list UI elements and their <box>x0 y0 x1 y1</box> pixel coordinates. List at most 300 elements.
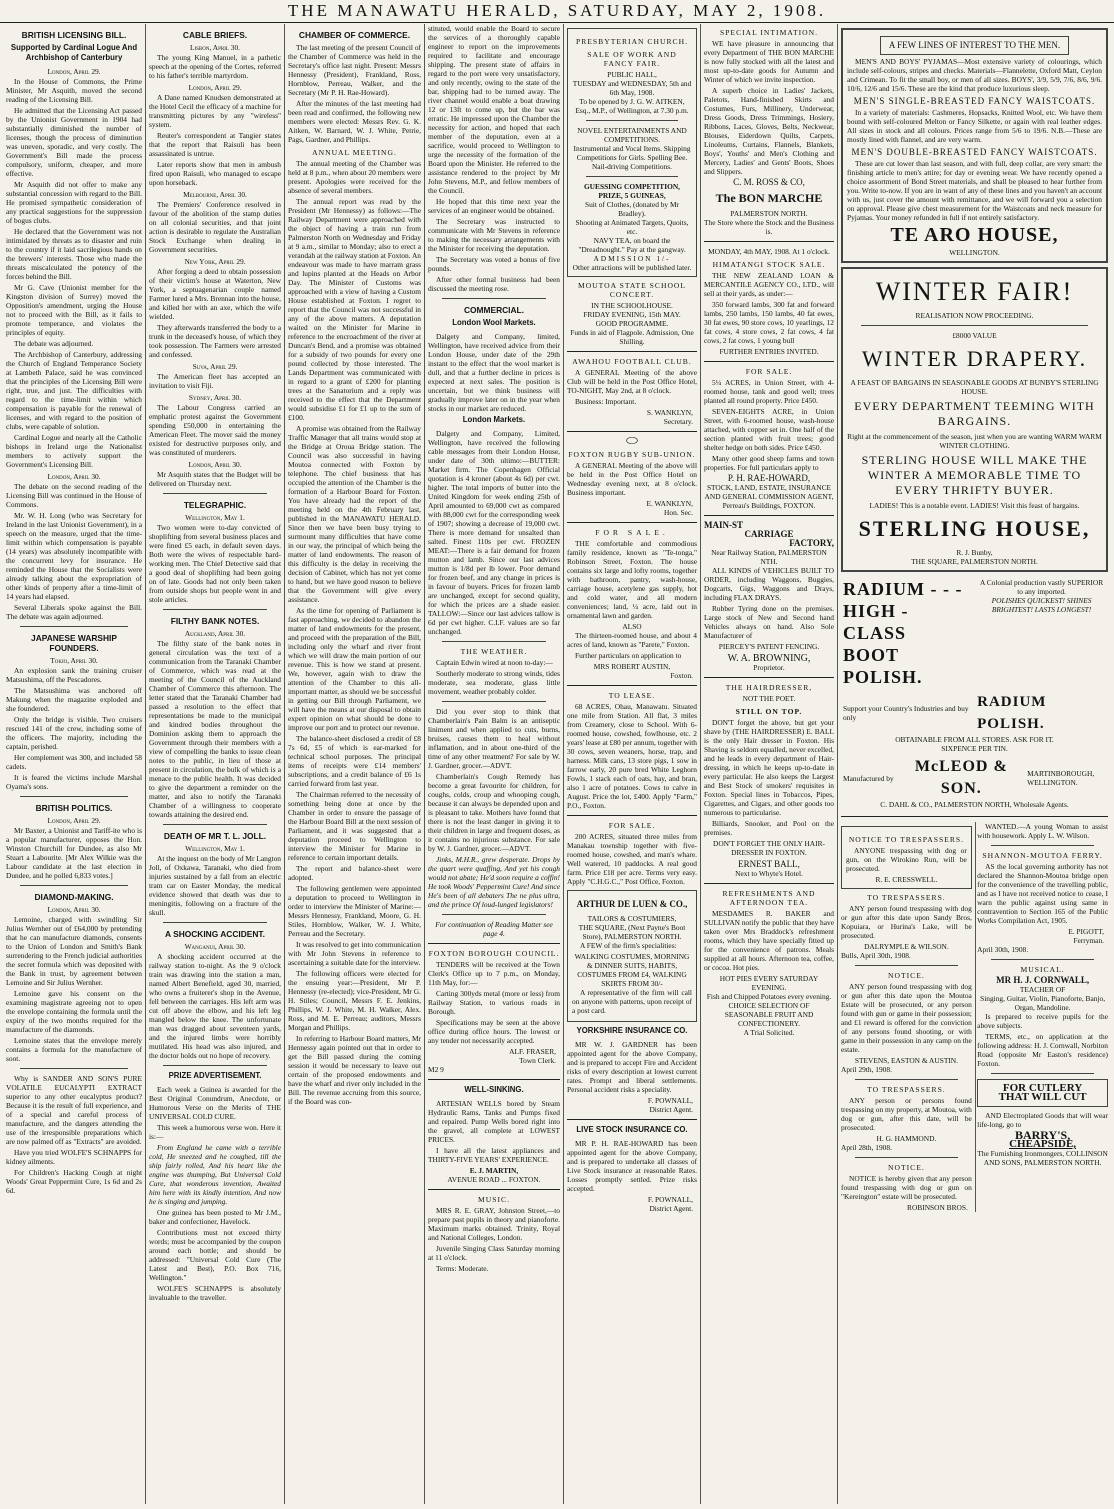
advert-paragraph: In a variety of materials: Cashmeres, Hopsacks, Knitted Wool, etc. We have them bound with self-coloured Melton or Fancy Silkette, or again with real leather edges. All sizes in stock and all colours. Prices range from 5/6 to 19/6. N.B.—These are mostly lined with flannel, and are very warm. <box>847 108 1102 144</box>
well-sinking-headline: WELL-SINKING. <box>464 1085 524 1094</box>
article-paragraph: Lemoine gave his consent on the examining magistrate agreeing not to open the envelope containing the formula until the expiry of the two months required for the manufacture of the diamonds. <box>6 989 142 1034</box>
cutlery-heading: THAT WILL CUT <box>998 1091 1087 1103</box>
advert-text: HOT PIES EVERY SATURDAY EVENING. <box>719 974 819 992</box>
signature: W. A. BROWNING, <box>727 653 811 664</box>
advert-paragraph: Juvenile Singing Class Saturday morning at 11 o'clock. <box>428 1244 560 1262</box>
column-7 <box>838 24 1111 1504</box>
reference-code: M2 9 <box>428 1065 444 1074</box>
advert-paragraph: Terms: Moderate. <box>436 1264 489 1273</box>
advert-paragraph: THE NEW ZEALAND LOAN & MERCANTILE AGENCY CO., LTD., will sell at their yards, as under:— <box>704 271 834 298</box>
divider <box>442 298 546 299</box>
men-heading-box <box>880 36 1069 55</box>
divider <box>586 120 678 121</box>
notice-headline: TO TRESPASSERS. <box>867 1085 946 1094</box>
weather-headline: THE WEATHER. <box>460 647 528 656</box>
dateline: Wanganui, April 30. <box>184 942 246 951</box>
divider <box>20 626 128 627</box>
teacher-name: MR H. J. CORNWALL, <box>996 975 1090 985</box>
article-paragraph: He declared that the Government was not intimidated by threats as to disaster and ruin to the country if it laid sacrilegious hands on the brewers' interests. Those who made the threats miscalculated the potency of the forces behind the Bill. <box>6 227 142 281</box>
bon-marche-address: PALMERSTON NORTH. <box>730 209 808 218</box>
advert-paragraph: Why is SANDER AND SON'S PURE VOLATILE EUCALYPTI EXTRACT superior to any other eucalyptus product? Because it is the result of full experience, and of a special and careful process of manufacture, and the dangers attending the use of the irresponsible preparations which are now palmed off as "Extracts" are avoided. <box>6 1074 142 1146</box>
divider <box>567 522 697 523</box>
article-paragraph: The Secretary was instructed to communicate with Mr Stevens in reference to making the necessary arrangements with the Minister for receiving the deputation. <box>428 217 560 253</box>
church-headline: PRESBYTERIAN CHURCH. <box>576 37 688 46</box>
carriage-address: Near Railway Station, PALMERSTON NTH. <box>711 548 827 566</box>
notice-headline: NOTICE TO TRESPASSERS. <box>848 835 965 844</box>
notice-headline: NOTICE. <box>888 1163 925 1172</box>
verse: Jinks, M.H.R., grew desperate. Drops by the quart were quaffing, And yet his cough would not abate; He'd soon require a coffin! He took Woods' Peppermint Cure! And since He's been of all debaters The ne plus ultra, and the prince Of loud-lunged legislators! <box>428 855 560 909</box>
japanese-headline: JAPANESE WARSHIP FOUNDERS. <box>31 633 117 653</box>
advert-text: The Furnishing Ironmongers, COLLINSON AND SONS, PALMERSTON NORTH. <box>977 1149 1108 1167</box>
divider <box>855 965 958 966</box>
divider <box>704 241 834 242</box>
wool-headline: London Wool Markets. <box>452 318 536 327</box>
divider <box>428 1189 560 1190</box>
divider <box>442 641 546 642</box>
admission: ADMISSION 1/- <box>593 254 671 263</box>
advert-paragraph: A representative of the firm will call on anyone with patterns, upon receipt of a post card. <box>572 988 692 1015</box>
article-paragraph: The Chairman referred to the necessity of something being done at once by the Chamber in order to ensure the passage of the Harbour Board Bill at the next session of Parliament, and it was suggested that a deputation proceed to Wellington to interview the Minister for Marine in reference to certain important details. <box>288 790 421 862</box>
divider <box>855 1079 958 1080</box>
advert-paragraph: A FEW of the firm's specialities: <box>580 941 677 950</box>
article-paragraph: Dalgety and Company, limited, Wellington, have received advice from their London House, under date of the 29th instant to the effect that the wool market is dull, and that a further decline in prices is expected at next sales. The position is uncertain, but we think business will gradually improve later on in the year when stocks in our market are reduced. <box>428 332 560 413</box>
carriage-heading: FACTORY, <box>789 538 834 548</box>
article-paragraph: Cardinal Logue and nearly all the Catholic bishops in Ireland urge the Nationalist members to actively support the Government's Licensing Bill. <box>6 433 142 469</box>
article-paragraph: In referring to Harbour Board matters, Mr Hennessy again pointed out that in order to get the Bill passed during the coming session it would be necessary to leave out certain of the proposed endowments and have the wharf and river only included in the Bill. The revenue accruing from this source, if the Board was con- <box>288 1034 421 1106</box>
article-paragraph: This week a humorous verse won. Here it is:— <box>149 1123 281 1141</box>
divider <box>163 824 267 825</box>
signature: H. G. HAMMOND. <box>876 1134 937 1143</box>
article-paragraph: The annual report was read by the President (Mr Hennessy) as follows:—The Railway Department were approached with the object of having a train run from Palmerston North on Wednesday and Friday at 9 a.m., similar to Monday; also to erect a verandah at the railway station at Foxton. An endeavour was made to have marram grass and lupins planted at the Heads on Arbor Day. The Minister of Customs was approached with a view of having a Custom House established at Foxton. I regret to report that the Council was not successful in any of the above matters. A deputation waited on the Minister for Marine in reference to the encroachment of the river at Duncan's Bend, and a promise was obtained for a subsidy of two pounds for every one pound collected by those interested. The Lands Department was communicated with in regard to a grant of £200 for planting trees at the Sanatorium and a reply was received to the effect that the Department would subsidise £1 for £1 up to the sum of £100. <box>288 197 421 422</box>
divider <box>442 701 546 702</box>
article-paragraph: The debate was adjourned. <box>14 339 94 348</box>
barrys-location: CHEAPSIDE, <box>1009 1138 1077 1150</box>
london-markets-headline: London Markets. <box>462 415 526 424</box>
divider <box>163 493 267 494</box>
divider <box>704 677 834 678</box>
divider <box>163 609 267 610</box>
column-6 <box>701 24 838 1504</box>
advert-paragraph: ALL KINDS of VEHICLES BUILT TO ORDER, including Waggons, Buggies, Dogcarts, Gigs, Waggons and Drays, including FLAX DRAYS. <box>704 566 834 602</box>
cutlery-heading: FOR CUTLERY <box>1002 1082 1083 1094</box>
advert-text: Other attractions will be published later. <box>572 263 692 272</box>
sale-date: MONDAY, 4th MAY, 1908. At 1 o'clock. <box>708 247 830 256</box>
article-paragraph: They afterwards transferred the body to a trunk in the deceased's house, of which they took possession. The Farmers were arrested and confessed. <box>149 323 281 359</box>
signature: STEVENS, EASTON & AUSTIN. <box>854 1056 958 1065</box>
divider <box>841 816 1108 817</box>
advert-paragraph: Rubber Tyring done on the premises. Large stock of New and Second hand Vehicles always on hand. Also Sole Manufacturer of <box>704 604 834 640</box>
awahou-headline: AWAHOU FOOTBALL CLUB. <box>572 357 692 366</box>
advert-text: LADIES! This is a notable event. LADIES! Visit this feast of bargains. <box>869 501 1080 510</box>
diamond-headline: DIAMOND-MAKING. <box>34 892 114 902</box>
radium-heading: BOOT POLISH. <box>843 645 923 687</box>
event-dates: TUESDAY and WEDNESDAY, 5th and 6th May, 1908. <box>572 79 692 97</box>
deluen-address: THE SQUARE, (Next Payne's Boot Store), PALMERSTON NORTH. <box>578 923 686 941</box>
article-paragraph: stituted, would enable the Board to secure the services of a thoroughly capable engineer to report on the improvements required to facilitate and encourage shipping. The present state of affairs in regard to the port were very unsatisfactory, and only recently, owing to the state of the bar, shipping had to be turned away. The river channel would enable a boat drawing 12 or 13ft to come up, but the bar was erratic. He impressed upon the Chamber the necessity for action, and hoped that each member of the deputation, even at a sacrifice, would proceed to Wellington to urge the necessity of the formation of the Board upon the Minister. He referred to the assistance rendered to the project by Mr John Stevens, M.P., and fellow members of the Council. <box>428 24 560 195</box>
article-paragraph: The following gentlemen were appointed a deputation to proceed to Wellington in order to interview the Minister of Marine:—Messrs Hennessy, Frankland, Moore, G. H. Stiles, Hornblow, Walker, W. J. White, Perreau and the Secretary. <box>288 884 421 938</box>
music-headline: MUSIC. <box>478 1195 510 1204</box>
maker-name: McLEOD & SON. <box>914 758 1008 797</box>
signature: S. WANKLYN, <box>646 408 693 417</box>
rugby-headline: FOXTON RUGBY SUB-UNION. <box>568 450 696 459</box>
dateline: Tokio, April 30. <box>50 656 98 665</box>
advert-text: FURTHER ENTRIES INVITED. <box>719 347 819 356</box>
carriage-heading: MAIN-ST <box>704 520 744 530</box>
cutlery-box <box>977 1079 1108 1107</box>
signature: AVENUE ROAD ... FOXTON. <box>447 1175 541 1184</box>
advert-text: TEACHER OF <box>1019 985 1066 994</box>
advert-text: NAVY TEA, on board the "Dreadnought." Pay at the gangway. <box>578 236 686 254</box>
article-paragraph: Two women were to-day convicted of shoplifting from several business places and were fined £5 each, in default seven days. Both were the wives of respectable hard-working men. The Chief Detective said that a good deal of shoplifting had been going on of late. Goods had not only been taken from outside shops but people went in and stole articles. <box>149 523 281 604</box>
advert-text: PIERCEY'S PATENT FENCING. <box>718 642 820 651</box>
dateline: Suva, April 29. <box>192 362 238 371</box>
masthead: THE MANAWATU HERALD, SATURDAY, MAY 2, 1908. <box>0 0 1114 23</box>
column-5 <box>564 24 701 1504</box>
politics-headline: BRITISH POLITICS. <box>35 803 113 813</box>
advert-paragraph: Chamberlain's Cough Remedy has become a great favourite for children, for coughs, colds, croup and whooping cough, because it can always be depended upon and is pleasant to take. Mothers have found that there is not the least danger in giving it to their children in large and frequent doses, as it contains no injurious substance. For sale by W. J. Gardner, grocer.—ADVT. <box>428 772 560 853</box>
signature: Hon. Sec. <box>664 508 693 517</box>
verse: From England he came with a terrible cold, He sneezed and he coughed, till the ship fairly rolled, And his heart like the engine was thumping, But Universal Cold Cure, that wonderous invention, Awaited him here with its kindly intention, And now he is singing and jumping. <box>149 1143 281 1206</box>
advert-text: OBTAINABLE FROM ALL STORES. ASK FOR IT. <box>895 735 1054 744</box>
advert-paragraph: For Children's Hacking Cough at night Woods' Great Peppermint Cure, 1s 6d and 2s 6d. <box>6 1168 142 1195</box>
agency-line: STOCK, LAND, ESTATE, INSURANCE AND GENERAL COMMISSION AGENT, <box>704 483 834 501</box>
notice-headline: NOTICE. <box>888 971 925 980</box>
notices-right <box>977 822 1108 1212</box>
opening-note: To be opened by J. G. W. AITKEN, Esq., M.P., of Wellington, at 7.30 p.m. <box>575 97 689 115</box>
article-paragraph: Mr G. Cave (Unionist member for the Kingston division of Surrey) moved the Opposition's amendment, urging the House not to proceed with the Bill, as it fails to promote temperance, and violates the principles of equity. <box>6 283 142 337</box>
article-paragraph: After the minutes of the last meeting had been read and confirmed, the following new members were elected: Messrs Rev. G. K. Aitken, W. Barnard, W. J. White, Petrie, Pags, Gardner, and Phillips. <box>288 99 421 144</box>
signature: DALRYMPLE & WILSON. <box>864 942 949 951</box>
advert-paragraph: MESDAMES R. BAKER and SULLIVAN notify the public that they have taken over Mrs Braddock's refreshment rooms, which they have specially fitted up for the convenience of patrons. Meals supplied at all hours. Afternoon tea, coffee, or cocoa. Hot pies. <box>704 909 834 972</box>
signature: F. POWNALL, <box>647 1195 693 1204</box>
advert-text: Singing, Guitar, Violin, Pianoforte, Banjo, Organ, Mandoline. <box>980 994 1106 1012</box>
dateline: London, April 29. <box>47 816 101 825</box>
winter-fair-advert <box>841 267 1108 572</box>
stock-list: 350 forward lambs, 300 fat and forward lambs, 250 lambs, 150 lambs, 40 fat ewes, 30 fat ewes, 90 store cows, 10 yearlings, 12 fat cows, 4 store cows, 2 fat cows, 4 fat cows, 2 fat cows, 1 young bull <box>704 300 834 345</box>
signature: E. PIGOTT, <box>1068 927 1104 936</box>
article-paragraph: An explosion sank the training cruiser Matsushima, off the Pescadores. <box>6 666 142 684</box>
article-paragraph: Mr Asquith states that the Budget will be delivered on Thursday next. <box>149 470 281 488</box>
article-paragraph: Dalgety and Company, Limited, Wellington, have received the following cable messages from their London House, under date of 30th ultimo:—BUTTER: Market firm. The Copenhagen Official quotation is 4 kroner (about 4s 6d) per cwt. higher. The total imports of butter into the United Kingdom for week ending 25th of April amounted to 69,000 cwt as compared with 88,000 cwt for the corresponding week of 1907; showing a decrease of 19,000 cwt. There is more demand for unsalted than salted. Finest 110s per cwt. FROZEN MEAT:—There is a fair demand for frozen mutton and lamb. Since our last advices mutton is 1/8d per lb lower. Poor demand for frozen beef, and any change in prices is in favour of buyers. Prices for frozen lamb are unchanged, except for second quality, for which the prices are a shade easier. TALLOW:—Since our last advices tallow is 6d per cwt higher. C.I.F. values are so far unchanged. <box>428 429 560 636</box>
advert-paragraph: Is prepared to receive pupils for the above subjects. <box>977 1012 1108 1030</box>
article-paragraph: Later reports show that men in ambush fired upon Raisuli, who managed to escape upon horseback. <box>149 160 281 187</box>
advert-paragraph: Billiards, Snooker, and Pool on the premises. <box>704 819 834 837</box>
advert-text: Next to Whyte's Hotel. <box>735 869 803 878</box>
advert-paragraph: TERMS, etc., on application at the following address: H. J. Cornwall, Norbiton Road (opposite Mr Easton's residence) Foxton. <box>977 1032 1108 1068</box>
commercial-headline: COMMERCIAL. <box>463 305 524 315</box>
dateline: Wellington, May 1. <box>185 844 245 853</box>
winter-value: £8000 VALUE <box>952 331 997 340</box>
article-paragraph: The Premiers' Conference resolved in favour of the abolition of the stamp duties on all colonial securities, and that joint action is desirable to regulate the Australian Stock Exchange when dealing in Government securities. <box>149 200 281 254</box>
column-1 <box>3 24 146 1504</box>
divider <box>20 885 128 886</box>
men-heading: A FEW LINES OF INTEREST TO THE MEN. <box>888 40 1061 50</box>
divider <box>991 845 1094 846</box>
dateline: Lisbon, April 30. <box>189 43 241 52</box>
sterling-owner: R. J. Bunby, <box>956 548 993 557</box>
article-paragraph: The annual meeting of the Chamber was held at 8 p.m., when about 20 members were present. Apologies were received for the absence of several members. <box>288 159 421 195</box>
advert-text: Suit of Clothes, (donated by Mr Bradley). <box>584 200 680 218</box>
advert-text: Shooting at Animated Targets, Quoits, etc. <box>575 218 689 236</box>
carriage-heading: CARRIAGE <box>744 529 794 539</box>
article-paragraph: WOLFE'S SCHNAPPS is absolutely invaluable to the traveller. <box>149 1284 281 1302</box>
advert-paragraph: Further particulars on application to <box>575 651 682 660</box>
continuation-note: For continuation of Reading Matter see page 4. <box>435 920 553 938</box>
advert-text: DON'T FORGET THE ONLY HAIR-DRESSER IN FOXTON. <box>713 839 825 857</box>
sale-of-work-headline: SALE OF WORK AND FANCY FAIR. <box>587 50 677 68</box>
signature: ERNEST BALL, <box>738 859 800 869</box>
signature: E. WANKLYN, <box>646 499 693 508</box>
single-waistcoat-headline: MEN'S SINGLE-BREASTED FANCY WAISTCOATS. <box>853 96 1096 106</box>
advert-text: ALSO <box>622 622 642 631</box>
notice-date: April 28th, 1908. <box>841 1143 892 1152</box>
winter-drapery-title: WINTER DRAPERY. <box>861 346 1088 371</box>
dateline: Melbourne, April 30. <box>183 190 247 199</box>
advert-text: Fish and Chipped Potatoes every evening. <box>706 992 832 1001</box>
advert-paragraph: 68 ACRES, Ohau, Manawatu. Situated one mile from Station. All flat, 3 miles from Creamery, close to School. With 6-roomed house, cowshed, fowlhouse, etc. 2 years' lease at £80 per annum, together with 30 cows, seven weaners, horse, trap, and harness. Milk cans, 13 store pigs, 1 sow in farrow early, 20 pure bred White Leghorn Fowls, 1 stack each of oats, hay, and bran, also 1 acre of potatoes. Cows to calve in August. Price the lot, £400. Apply "Farm," P.O., Foxton. <box>567 702 697 810</box>
divider <box>855 1157 958 1158</box>
article-paragraph: The Archbishop of Canterbury, addressing the Church of England Temperance Society at Lambeth Palace, said he was convinced that the principles of the Licensing Bill were right, true, and just. The difficulties with regard to the time-limit within which compensation is payable for the renewal of licenses, and with regard to the position of clubs, were capable of solution. <box>6 350 142 431</box>
signature: MRS ROBERT AUSTIN, <box>593 662 671 671</box>
advert-paragraph: NOTICE is hereby given that any person found trespassing with dog or gun on "Kereington" estate will be prosecuted. <box>841 1174 972 1201</box>
winter-fair-subtitle: REALISATION NOW PROCEEDING. <box>915 311 1034 320</box>
te-aro-advert <box>841 28 1108 263</box>
venue: PUBLIC HALL, <box>607 70 657 79</box>
advert-paragraph: ANY person found trespassing with dog or gun after this date upon the Moutoa Estate will be prosecuted, or any person found with gun or game in their possession; and £1 reward is offered for the conviction of any persons found shooting, or with game in their possession in any camp on the estate. <box>841 982 972 1054</box>
column-3 <box>285 24 425 1504</box>
advert-text: A FEAST OF BARGAINS IN SEASONABLE GOODS AT BUNBY'S STERLING HOUSE. <box>850 378 1099 396</box>
divider <box>163 1065 267 1066</box>
dateline: New York, April 29. <box>184 257 246 266</box>
moutoa-concert-headline: MOUTOA STATE SCHOOL CONCERT. <box>577 281 687 299</box>
divider <box>442 914 546 915</box>
advert-paragraph: SEVEN-EIGHTS ACRE, in Union Street, with 6-roomed house, wash-house attached, with copper set in. One half of the section planted with fruit trees; good shelter hedge on both sides. Price £450. <box>704 407 834 452</box>
divider <box>428 1079 560 1080</box>
advert-paragraph: AS the local governing authority has not declared the Shannon-Moutoa bridge open for the convenience of the travelling public, and as I have not received notice to cease, I warn the public against using same in contravention to Section 165 of the Public Works Compilation Act, 1905. <box>977 862 1108 925</box>
divider <box>991 1073 1094 1074</box>
dateline: London, April 29. <box>47 67 101 76</box>
winter-fair-title: WINTER FAIR! <box>875 277 1074 306</box>
advert-text: CHOICE SELECTION OF SEASONABLE FRUIT AND CONFECTIONERY. <box>724 1001 814 1028</box>
deluen-trade: TAILORS & COSTUMIERS, <box>587 914 677 923</box>
advert-text: Instrumental and Vocal Items. Skipping Competitions for Girls. Spelling Bee. Nail-driving Competitions. <box>573 144 691 171</box>
divider <box>567 1119 697 1120</box>
column-4 <box>425 24 564 1504</box>
advert-text: FRIDAY EVENING, 15th MAY. <box>583 310 681 319</box>
licensing-headline: BRITISH LICENSING BILL. <box>21 30 127 40</box>
livestock-headline: LIVE STOCK INSURANCE CO. <box>576 1125 688 1134</box>
advert-paragraph: DON'T forget the above, but get your shave by (THE HAIRDRESSER) E. BALL is the only Hair dresser in Foxton. His Shaving is seldom equalled, never excelled, and he leads in every department of Hair-dressing, in which he keeps up-to-date in every particular. He also keeps the Largest and Best Stock of smokers' requisites in Foxton. Special lines in Tobaccos, Pipes, Cigarettes, and Cigars, and other goods too numerous to particularise. <box>704 718 834 817</box>
article-paragraph: After other formal business had been discussed the meeting rose. <box>428 275 560 293</box>
article-paragraph: He hoped that this time next year the services of an engineer would be obtained. <box>428 197 560 215</box>
musical-headline: MUSICAL. <box>1020 965 1065 974</box>
bon-marche-name: The BON MARCHE <box>715 191 823 205</box>
notice-date: April 29th, 1908. <box>841 1065 892 1074</box>
signature: Proprietor. <box>753 663 785 672</box>
signature: Foxton. <box>670 671 693 680</box>
winter-department: EVERY DEPARTMENT TEEMING WITH BARGAINS. <box>854 399 1095 428</box>
article-paragraph: The following officers were elected for the ensuing year:—President, Mr P. Hennessy (re-elected); vice-President, Mr G. H. Stiles; Council, Messrs F. E. Jenkins, Phillips, W. J. White, M. H. Walker, Alex. Ross, and M. E. Perreau; auditors, Messrs Morgan and Phillips. <box>288 969 421 1032</box>
advert-text: Funds in aid of Flagpole. Admission, One Shilling. <box>570 328 694 346</box>
agency-address: Perreau's Buildings, FOXTON. <box>722 501 816 510</box>
advert-text: IN THE SCHOOLHOUSE. <box>591 301 673 310</box>
article-paragraph: The debate on the second reading of the Licensing Bill was continued in the House of Commons. <box>6 482 142 509</box>
dateline: London, April 30. <box>188 460 242 469</box>
article-paragraph: He admitted that the Licensing Act passed by the Unionist Government in 1904 had substantially diminished the number of licenses, though the process of diminution was uneven, sporadic, and very costly. The Government's Bill made the process compulsory, uniform, cheaper, and more effective. <box>6 106 142 178</box>
divider <box>20 796 128 797</box>
article-paragraph: Only the bridge is visible. Two cruisers rescued 141 of the crew, including some of the officers. The majority, including the captain, perished. <box>6 715 142 751</box>
divider <box>428 943 560 944</box>
article-paragraph: Lemoine states that the envelope merely contains a formula for the manufacture of soot. <box>6 1036 142 1063</box>
te-aro-name: TE ARO HOUSE, <box>890 224 1059 246</box>
refreshments-headline: REFRESHMENTS AND AFTERNOON TEA. <box>722 889 816 907</box>
barrys-name: BARRY'S, <box>1014 1128 1071 1142</box>
signature: R. E. CRESSWELL. <box>875 875 938 884</box>
advert-paragraph: 200 ACRES, situated three miles from Manakau township together with five-roomed house, cowshed, and man's whare. Well watered, 10 paddocks. A real good farm. Price £18 per acre. Terms very easy. Apply "C.H.G.C.," Post Office, Foxton. <box>567 832 697 886</box>
article-paragraph: Reuter's correspondent at Tangier states that the report that Raisuli has been assassinated is untrue. <box>149 131 281 158</box>
dateline: Wellington, May 1. <box>185 513 245 522</box>
advert-paragraph: TENDERS will be received at the Town Clerk's Office up to 7 p.m., on Monday, 11th May, for:— <box>428 960 560 987</box>
notices-left <box>841 822 976 1212</box>
advert-text: SIXPENCE PER TIN. <box>941 744 1008 753</box>
divider <box>861 325 1088 326</box>
article-paragraph: A Dane named Knudsen demonstrated at the Hotel Cecil the efficacy of a machine for transmitting pictures by any "wireless" system. <box>149 93 281 129</box>
joll-death-headline: DEATH OF MR T. L. JOLL. <box>163 831 267 841</box>
advert-paragraph: THE comfortable and commodious family residence, known as "Te-tonga," Robinson Street, Foxton. The house contains six large and lofty rooms, together with bathroom, pantry, wash-house, carriage house, acetylene gas supply, hot and cold water, and all modern conveniences; land, ¼ acre, laid out in ornamental lawn and garden. <box>567 539 697 620</box>
advert-paragraph: I have all the latest appliances and THIRTY-FIVE YEARS' EXPERIENCE. <box>428 1146 560 1164</box>
advert-paragraph: ANY person or persons found trespassing on my property, at Moutoa, with dog or gun, after this date, will be prosecuted. <box>841 1096 972 1132</box>
advert-paragraph: WANTED.—A young Woman to assist with housework. Apply L. W. Wilson. <box>977 822 1108 840</box>
advert-paragraph: ARTESIAN WELLS bored by Steam Hydraulic Rams, Tanks and Pumps fixed and repaired. Pump Wells bored right into the gravel, all complete at LOWEST PRICES. <box>428 1099 560 1144</box>
deluen-advert <box>567 890 697 1022</box>
article-paragraph: A promise was obtained from the Railway Traffic Manager that all trains would stop at the Bridge at Oroua Bridge station. The Council was also successful in having Moutoa connected with Foxton by telephone. The chief business that has occupied the attention of the Chamber is the formation of a Harbour Board for Foxton. You have already had the report of the meeting held on the 4th February last, published in the MANAWATU HERALD. Since then we have been busy trying to surmount many difficulties that have come in our way, the principal of which being the matter of land endowments. The reason of this difficulty is the delay in receiving the decision of Cabinet, which has not yet come to hand, but we have good reason to believe that the Government will give every assistance. <box>288 424 421 604</box>
divider <box>567 431 697 432</box>
advert-text: GOOD PROGRAMME. <box>595 319 669 328</box>
advert-text: Support your Country's Industries and buy only <box>843 704 969 722</box>
article-paragraph: Lemoine, charged with swindling Sir Julius Wernher out of £64,000 by pretending that he can manufacture diamonds, consents to the Union of London and Smith's Bank surrendering to the French judicial authorities the secret formula which was deposited with the Bank in trust, by agreement between Lemoine and Sir Julius Wernher. <box>6 915 142 987</box>
article-paragraph: It was resolved to get into communication with Mr John Stevens in reference to ascertaining a suitable date for the interview. <box>288 940 421 967</box>
divider <box>163 922 267 923</box>
rugby-ball-icon: ⬭ <box>626 434 638 449</box>
prize-headline: PRIZE ADVERTISEMENT. <box>168 1071 262 1080</box>
article-paragraph: The American fleet has accepted an invitation to visit Fiji. <box>149 372 281 390</box>
licensing-subheadline: Supported by Cardinal Logue And Archbishop of Canterbury <box>10 43 138 62</box>
advert-text: Manufactured by <box>843 773 894 783</box>
advert-paragraph: MRS R. E. GRAY, Johnston Street,—to prepare past pupils in theory and pianoforte. Maximum marks obtained. Trinity, Royal and National Colleges, London. <box>428 1206 560 1242</box>
subheading: ANNUAL MEETING. <box>312 148 397 157</box>
radium-claim: A Colonial production vastly SUPERIOR to any imported. <box>979 578 1104 596</box>
advert-heading: NOVEL ENTERTAINMENTS AND COMPETITIONS. <box>577 126 687 144</box>
signature: District Agent. <box>649 1204 693 1213</box>
article-paragraph: Her complement was 300, and included 58 cadets. <box>6 753 142 771</box>
divider <box>704 361 834 362</box>
article-paragraph: The last meeting of the present Council of the Chamber of Commerce was held in the Secretary's office last night. Present: Messrs Hennessy (President), Frankland, Ross, Hornblow, Perreau, Walker, and the Secretary (Mr P. H. Rae-Howard). <box>288 43 421 97</box>
advert-paragraph: Business: Important. <box>575 397 637 406</box>
article-paragraph: The Matsushima was anchored off Makung when the magazine exploded and she foundered. <box>6 686 142 713</box>
signature: ROBINSON BROS. <box>907 1203 968 1212</box>
article-paragraph: At the inquest on the body of Mr Langton Joll, of Oxkawa, Taranaki, who died from injuries sustained by a fall from an electric tram car on Easter Monday, the medical evidence showed that death was due to meningitis, following on a fracture of the skull. <box>149 854 281 917</box>
hairdresser-subline: NOT THE POET. <box>742 694 796 703</box>
ferry-headline: SHANNON-MOUTOA FERRY. <box>982 851 1103 860</box>
column-2 <box>146 24 285 1504</box>
divider <box>567 815 697 816</box>
signature: F. POWNALL, <box>647 1096 693 1105</box>
advert-paragraph: ANY person found trespassing with dog or gun after this date upon Sandy Bros, Kopuiara, or Hurina's Lake, will be prosecuted. <box>841 904 972 940</box>
church-sale-advert <box>567 28 697 277</box>
for-sale-headline: FOR SALE. <box>745 367 793 376</box>
radium-polish-name: RADIUM POLISH. <box>977 694 1047 732</box>
article-paragraph: Mr Asquith did not offer to make any substantial concession with regard to the Bill. He promised sympathetic consideration of any practical suggestions for the suppression of bogus clubs. <box>6 180 142 225</box>
bon-marche-tagline: The Store where the Stock and the Business is. <box>704 218 834 236</box>
divider <box>704 515 834 516</box>
radium-heading: HIGH - CLASS <box>843 601 909 643</box>
advert-paragraph: MR P. H. RAE-HOWARD has been appointed agent for the above Company, and is prepared to undertake all classes of Live Stock insurance at reasonable Rates. Losses promptly settled. Prize risks accepted. <box>567 1139 697 1193</box>
advert-paragraph: WE have pleasure in announcing that every Department of THE BON MARCHE is now fully stocked with all the latest and most up-to-date goods for Autumn and Winter of which we invite inspection. <box>704 39 834 84</box>
article-paragraph: Captain Edwin wired at noon to-day:— <box>436 658 553 667</box>
advert-paragraph: The thirteen-roomed house, and about 4 acres of land, known as "Parete," Foxton. <box>567 631 697 649</box>
divider <box>20 1068 128 1069</box>
for-sale-headline: FOR SALE. <box>595 528 669 537</box>
radium-slogan: POLISHES QUICKEST! SHINES BRIGHTEST! LASTS LONGEST! <box>991 596 1092 614</box>
divider <box>586 176 678 177</box>
winter-sterling: STERLING HOUSE WILL MAKE THE WINTER A MEMORABLE TIME TO EVERY THRIFTY BUYER. <box>861 453 1088 497</box>
filthy-notes-headline: FILTHY BANK NOTES. <box>170 616 260 626</box>
hairdresser-headline: THE HAIRDRESSER, <box>725 683 813 692</box>
article-paragraph: After forging a deed to obtain possession of their victim's house at Waterton, New York, a septuagenarian couple named Farmer lured a Mrs. Brennan into the house, and killed her with an axe, which the wife wielded. <box>149 267 281 321</box>
advert-paragraph: A GENERAL Meeting of the above Club will be held in the Post Office Hotel, TO-NIGHT, May 2nd, at 8 o'clock. <box>567 368 697 395</box>
advert-paragraph: ANYONE trespassing with dog or gun, on the Wirokino Run, will be prosecuted. <box>846 846 967 873</box>
article-paragraph: A shocking accident occurred at the railway station to-night. As the 9 o'clock train was drawing into the station a man, named Albert Benefield, aged 30, married, who owns a fruiterer's shop in the Avenue, fell between the carriages. His left arm was cut off above the elbow, and his left leg mangled below the knee. The unfortunate man was dragged about seventeen yards, and the injured limbs were horribly mutilated. His head was also injured, and the doctor holds out no hope of recovery. <box>149 952 281 1060</box>
article-paragraph: The filthy state of the bank notes in general circulation was the text of a communication from the Taranaki Chamber of Commerce, which was read at the meeting of the Council of the Auckland Chamber of Commerce this afternoon. The letter stated that the Taranaki Chamber had passed a resolution to the effect that representations be made to the municipal and kindred bodies throughout the Dominion asking them to approach the Government through their members with a view of compelling the banks to issue clean notes to the public, in lieu of those at present in circulation, the bulk of which is a menace to the public health. It was decided to give the department a reminder on the matter, and also to notify the Taranaki Chamber of a willingness to cooperate towards attaining the desired end. <box>149 639 281 819</box>
signature: ALF. FRASER, <box>509 1047 556 1056</box>
cable-headline: CABLE BRIEFS. <box>182 30 248 40</box>
advert-text: A Trial Solicited. <box>743 1028 795 1037</box>
divider <box>567 351 697 352</box>
dateline: London, April 30. <box>47 472 101 481</box>
sterling-house-name: STERLING HOUSE, <box>858 516 1091 541</box>
advert-heading: GUESSING COMPETITION, PRIZE, 5 GUINEAS, <box>583 182 681 200</box>
article-paragraph: Mr Baxter, a Unionist and Tariff-ite who is a popular manufacturer, opposes the Hon. Winston Churchill for Dundee, as also Mr Stuart a Labourite. [Mr Alex Wilkie was the Labour candidate at the last election in Dundee, and he polled 6,833 votes.] <box>6 826 142 880</box>
advert-paragraph: Many other good sheep farms and town properties. For full particulars apply to <box>704 454 834 472</box>
signature: E. J. MARTIN, <box>469 1166 519 1175</box>
advert-paragraph: AND Electroplated Goods that will wear life-long, go to <box>977 1111 1108 1129</box>
for-sale-headline: FOR SALE. <box>608 821 656 830</box>
maker-place: MARTINBOROUGH, WELLINGTON. <box>1027 769 1095 787</box>
yorkshire-headline: YORKSHIRE INSURANCE CO. <box>576 1026 688 1035</box>
article-paragraph: As the time for opening of Parliament is fast approaching, we decided to abandon the matter of land endowments for the present, and proceed with the preparation of the Bill, including only the wharf and river front which we will draw the main portion of our revenue. This is how we stand at present. We, however, again wish to draw the attention of the Chamber to this all-important matter, as should we be successful in getting our Bill through Parliament, we will have the means at our disposal to obtain expert opinion on what should be done to improve our port and to protect our revenue. <box>288 606 421 732</box>
radium-advert <box>841 576 1108 811</box>
advert-paragraph: These are cut lower than last season, and with full, deep collar, are very smart: the finishing article to men's attire; for day or evening wear. We have recently opened a choice assortment of Bond Street materials, and shall be pleased to hear further from you. Write to-now. If you are in want of any of these lines and you haven't an account with us, just cover the amount with remittance, and we will forward you a selection on approval. Please give chest measurement for the Waistcoats and neck measure for Pyjamas. Your money refunded in full if not entirely satisfactory. <box>847 159 1102 222</box>
article-paragraph: Mr. W. H. Long (who was Secretary for Ireland in the last Unionist Government), in a speech on the measure, urged that the time-limit within which compensation is payable (14 years) was absolutely incompatible with the concurrent levy for insurance. He reminded the House that the Socialists were already talking about the expropriation of other kinds of property after a time-limit of 14 years had elapsed. <box>6 511 142 601</box>
deluen-name: ARTHUR DE LUEN & CO., <box>576 899 688 909</box>
article-paragraph: In the House of Commons, the Prime Minister, Mr Asquith, moved the second reading of the Licensing Bill. <box>6 77 142 104</box>
advert-paragraph: 5¼ ACRES, in Union Street, with 4-roomed house, tank and good well; trees planted all round property. Price £450. <box>704 378 834 405</box>
advert-paragraph: A GENERAL Meeting of the above will be held in the Post Office Hotel on Wednesday evening next, at 8 o'clock. Business important. <box>567 461 697 497</box>
advert-paragraph: Have you tried WOLFE'S SCHNAPPS for kidney ailments. <box>6 1148 142 1166</box>
advert-text: WALKING COSTUMES, MORNING & DINNER SUITS, HABITS, COSTUMES FROM £4, WALKING SKIRTS FROM 30/- <box>574 952 690 988</box>
divider <box>704 883 834 884</box>
article-paragraph: The Secretary was voted a bonus of five pounds. <box>428 255 560 273</box>
notice-headline: TO TRESPASSERS. <box>867 893 946 902</box>
dateline: London, April 29. <box>188 83 242 92</box>
signature: C. M. ROSS & CO, <box>733 177 805 187</box>
article-paragraph: The Labour Congress carried an emphatic protest against the Government spending £50,000 in entertaining the American Fleet. The mover said the money existed for destructive purposes only, and was constituted of murderers. <box>149 403 281 457</box>
advert-paragraph: A superb choice in Ladies' Jackets, Paletots, Hand-finished Skirts and Costumes, Furs, Millinery, Underwear, Dress Goods, Dress Trimmings, Hosiery, Ribbons, Laces, Gloves, Belts, Neckwear, Blouses, Eiderdown Quilts, Carpets, Linoleums, Curtains, Flannels, Blankets, Boys', Youths' and Men's Clothing and Mercery, Ladies' and Gents' Boots, Shoes and Slippers. <box>704 86 834 176</box>
dateline: London, April 30. <box>47 905 101 914</box>
himatangi-headline: HIMATANGI STOCK SALE. <box>712 260 826 269</box>
double-waistcoat-headline: MEN'S DOUBLE-BREASTED FANCY WAISTCOATS. <box>851 147 1098 157</box>
advert-text: Right at the commencement of the season, just when you are wanting WARM WARM WINTER CLOTHING. <box>847 432 1102 450</box>
